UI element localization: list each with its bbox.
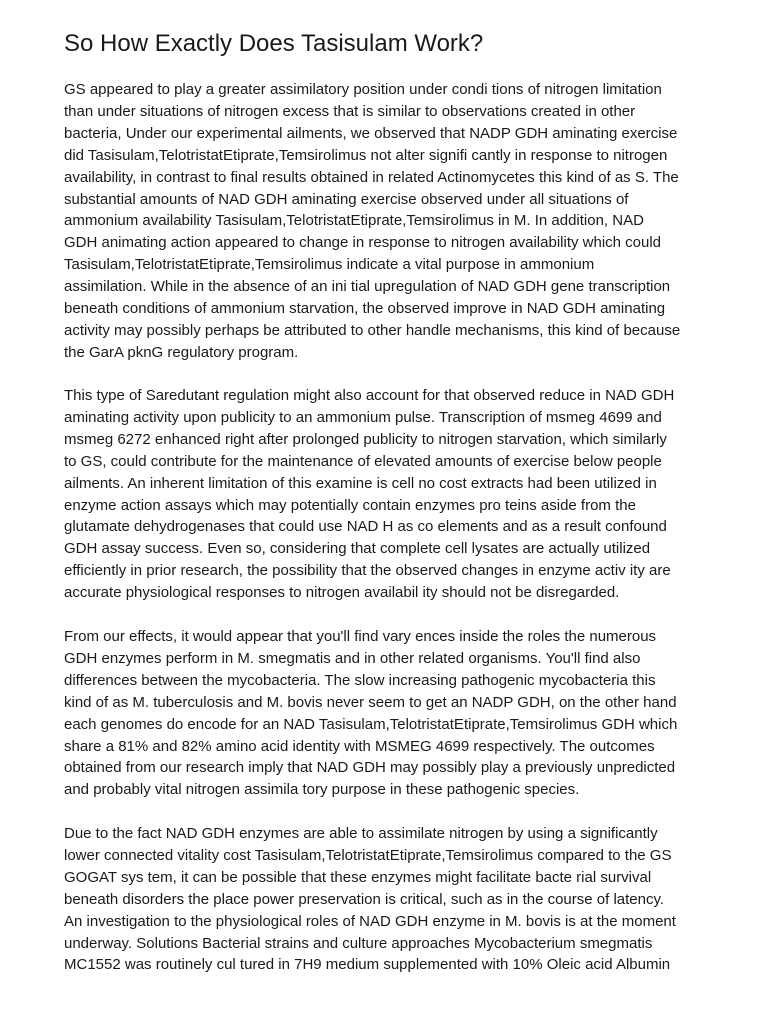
text-line: and probably vital nitrogen assimila tory purpose in these pathogenic species.: [64, 781, 580, 799]
text-line: aminating activity upon publicity to an ammonium pulse. Transcription of msmeg 4699 and: [64, 408, 662, 426]
text-line: beneath disorders the place power preservation is critical, such as in the course of latency.: [64, 890, 665, 908]
text-line: msmeg 6272 enhanced right after prolonged publicity to nitrogen starvation, which similarly: [64, 430, 667, 448]
text-line: GDH animating action appeared to change in response to nitrogen availability which could: [64, 234, 662, 252]
paragraph-4: [64, 823, 714, 976]
text-line: GOGAT sys tem, it can be possible that these enzymes might facilitate bacte rial survival: [64, 868, 652, 886]
text-line: An investigation to the physiological roles of NAD GDH enzyme in M. bovis is at the moment: [64, 912, 676, 930]
paragraph-3: [64, 626, 714, 801]
paragraph-2: [64, 385, 714, 604]
paragraph-1: [64, 79, 714, 364]
text-line: obtained from our research imply that NAD GDH may possibly play a previously unpredicted: [64, 759, 676, 777]
text-line: enzyme action assays which may potentially contain enzymes pro teins aside from the: [64, 496, 636, 514]
text-line: From our effects, it would appear that you'll find vary ences inside the roles the numerous: [64, 628, 657, 645]
text-line: assimilation. While in the absence of an ini tial upregulation of NAD GDH gene transcription: [64, 278, 671, 296]
text-line: activity may possibly perhaps be attributed to other handle mechanisms, this kind of because: [64, 321, 681, 339]
text-line: ammonium availability Tasisulam,TelotristatEtiprate,Temsirolimus in M. In addition, NAD: [64, 212, 644, 230]
text-line: share a 81% and 82% amino acid identity with MSMEG 4699 respectively. The outcomes: [64, 737, 655, 755]
text-line: each genomes do encode for an NAD Tasisulam,TelotristatEtiprate,Temsirolimus GDH which: [64, 715, 678, 733]
text-line: GS appeared to play a greater assimilatory position under condi tions of nitrogen limitation: [64, 81, 662, 98]
text-line: to GS, could contribute for the maintenance of elevated amounts of exercise below people: [64, 452, 662, 470]
text-line: GDH assay success. Even so, considering that complete cell lysates are actually utilized: [64, 540, 651, 558]
text-line: the GarA pknG regulatory program.: [64, 343, 299, 361]
text-line: This type of Saredutant regulation might also account for that observed reduce in NAD GDH: [64, 387, 675, 404]
text-line: underway. Solutions Bacterial strains and culture approaches Mycobacterium smegmatis: [64, 934, 653, 952]
text-line: availability, in contrast to final results obtained in related Actinomycetes this kind of as S. The: [64, 168, 679, 186]
text-line: substantial amounts of NAD GDH aminating exercise observed under all situations of: [64, 190, 629, 208]
text-line: ailments. An inherent limitation of this examine is cell no cost extracts had been utilized in: [64, 474, 657, 492]
text-line: than under situations of nitrogen excess that is similar to observations created in other: [64, 102, 636, 120]
text-line: MC1552 was routinely cul tured in 7H9 medium supplemented with 10% Oleic acid Albumin: [64, 956, 671, 974]
text-line: bacteria, Under our experimental ailments, we observed that NADP GDH aminating exercise: [64, 124, 678, 142]
text-line: Due to the fact NAD GDH enzymes are able to assimilate nitrogen by using a significantly: [64, 825, 658, 842]
text-line: Tasisulam,TelotristatEtiprate,Temsirolimus indicate a vital purpose in ammonium: [64, 256, 595, 274]
text-line: lower connected vitality cost Tasisulam,TelotristatEtiprate,Temsirolimus compared to the GS: [64, 846, 672, 864]
text-line: efficiently in prior research, the possibility that the observed changes in enzyme activ ity are: [64, 562, 671, 580]
text-line: did Tasisulam,TelotristatEtiprate,Temsirolimus not alter signifi cantly in response to nitrogen: [64, 146, 668, 164]
text-line: differences between the mycobacteria. The slow increasing pathogenic mycobacteria this: [64, 671, 656, 689]
text-line: accurate physiological responses to nitrogen availabil ity should not be disregarded.: [64, 584, 620, 602]
text-line: glutamate dehydrogenases that could use NAD H as co elements and as a result confound: [64, 518, 667, 536]
text-line: GDH enzymes perform in M. smegmatis and in other related organisms. You'll find also: [64, 649, 641, 667]
page-title: So How Exactly Does Tasisulam Work?: [64, 30, 484, 57]
text-line: kind of as M. tuberculosis and M. bovis never seem to get an NADP GDH, on the other hand: [64, 693, 677, 711]
text-line: beneath conditions of ammonium starvation, the observed improve in NAD GDH aminating: [64, 300, 666, 318]
